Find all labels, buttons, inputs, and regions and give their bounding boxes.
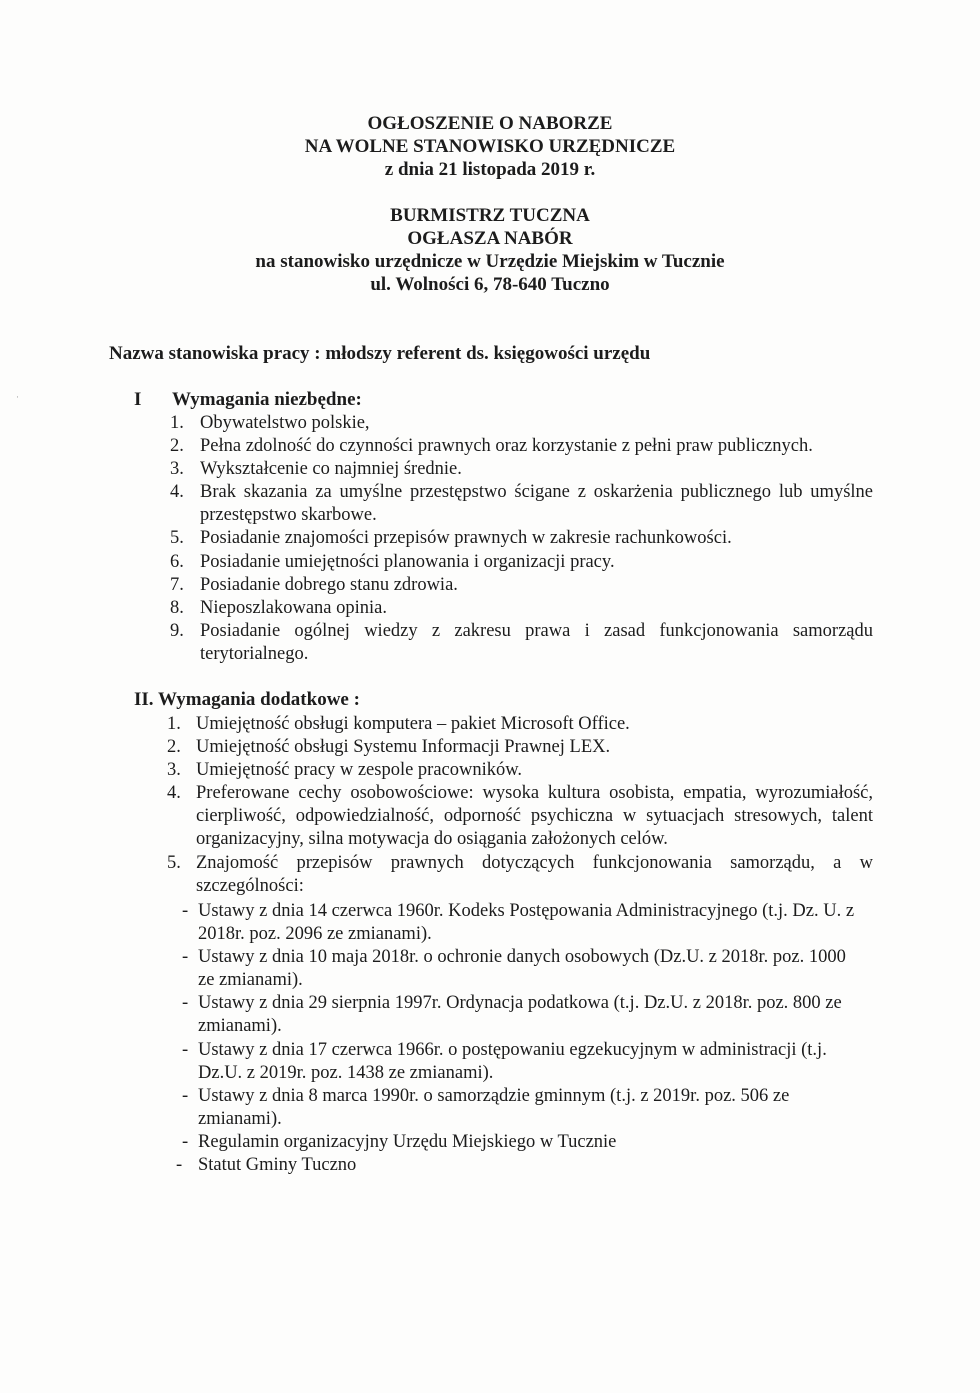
- list-item-number: 7.: [170, 574, 184, 595]
- section-2-title: II. Wymagania dodatkowe :: [134, 689, 360, 710]
- sub-list-dash: -: [182, 993, 189, 1014]
- list-item-text: Umiejętność pracy w zespole pracowników.: [196, 760, 523, 781]
- sub-list-item: [176, 900, 866, 946]
- list-item: [167, 759, 873, 782]
- heading-line-5: OGŁASZA NABÓR: [407, 228, 573, 249]
- sub-list-item: [176, 946, 866, 992]
- sub-list-text: Ustawy z dnia 17 czerwca 1966r. o postępowaniu egzekucyjnym w administracji (t.j. Dz.U. z 2019r. poz. 1438 ze zmianami).: [198, 1039, 827, 1083]
- announcement-heading: [0, 112, 980, 181]
- list-item-text: Posiadanie znajomości przepisów prawnych w zakresie rachunkowości.: [200, 528, 732, 549]
- list-item-text: Pełna zdolność do czynności prawnych oraz korzystanie z pełni praw publicznych.: [200, 436, 813, 457]
- list-item: [170, 435, 873, 458]
- list-item-text: Posiadanie umiejętności planowania i organizacji pracy.: [200, 551, 615, 572]
- list-item: [167, 782, 873, 851]
- list-item: [167, 736, 873, 759]
- list-item: [167, 852, 873, 898]
- sub-list-dash: -: [182, 1131, 189, 1152]
- sub-list-text: Ustawy z dnia 14 czerwca 1960r. Kodeks Postępowania Administracyjnego (t.j. Dz. U. z 2018r. poz. 2096 ze zmianami).: [198, 901, 855, 945]
- sub-list-dash: -: [182, 1085, 189, 1106]
- mayor-heading: [0, 204, 980, 296]
- list-item-text: Brak skazania za umyślne przestępstwo ścigane z oskarżenia publicznego lub umyślne przestępstwo skarbowe.: [200, 482, 873, 526]
- sub-list-text: Ustawy z dnia 10 maja 2018r. o ochronie danych osobowych (Dz.U. z 2018r. poz. 1000 ze zmianami).: [198, 947, 846, 991]
- list-item-number: 8.: [170, 597, 184, 618]
- list-item: [167, 713, 873, 736]
- list-item: [170, 551, 873, 574]
- list-item: [170, 527, 873, 550]
- list-item: [170, 620, 873, 666]
- list-item-number: 1.: [167, 714, 181, 734]
- list-item-number: 4.: [167, 783, 181, 804]
- sub-list-item: [176, 1039, 866, 1085]
- sub-list-text: Ustawy z dnia 29 sierpnia 1997r. Ordynacja podatkowa (t.j. Dz.U. z 2018r. poz. 800 ze zmianami).: [198, 993, 842, 1037]
- list-item-text: Umiejętność obsługi Systemu Informacji Prawnej LEX.: [196, 737, 611, 758]
- list-item-text: Obywatelstwo polskie,: [200, 413, 370, 433]
- list-item-text: Preferowane cechy osobowościowe: wysoka kultura osobista, empatia, wyrozumiałość, cierpliwość, odpowiedzialność, odporność psychiczna w sytuacjach stresowych, talent organizacyjny, silna motywacja do osiągania założonych celów.: [196, 783, 873, 850]
- list-item-text: Umiejętność obsługi komputera – pakiet Microsoft Office.: [196, 714, 630, 734]
- list-item-number: 9.: [170, 620, 184, 641]
- heading-line-4: BURMISTRZ TUCZNA: [390, 205, 590, 226]
- list-item-text: Posiadanie dobrego stanu zdrowia.: [200, 574, 458, 595]
- list-item: [170, 597, 873, 620]
- sub-list-dash: -: [182, 1039, 189, 1060]
- list-item-text: Wykształcenie co najmniej średnie.: [200, 459, 462, 480]
- sub-list-text: Statut Gminy Tuczno: [198, 1155, 357, 1176]
- list-item: [170, 481, 873, 527]
- list-item-number: 2.: [170, 436, 184, 457]
- list-item-number: 3.: [167, 760, 181, 781]
- list-item-number: 4.: [170, 482, 184, 503]
- sub-list-dash: -: [176, 1155, 183, 1176]
- section-1-title: Wymagania niezbędne:: [172, 389, 362, 410]
- list-item: [170, 412, 873, 435]
- sub-list-item: [176, 1085, 866, 1131]
- list-item: [170, 458, 873, 481]
- list-item-text: Posiadanie ogólnej wiedzy z zakresu prawa i zasad funkcjonowania samorządu terytorialnego.: [200, 620, 873, 664]
- list-item-number: 5.: [170, 528, 184, 549]
- list-item-text: Znajomość przepisów prawnych dotyczących funkcjonowania samorządu, a w szczególności:: [196, 852, 873, 896]
- sub-list-text: Ustawy z dnia 8 marca 1990r. o samorządzie gminnym (t.j. z 2019r. poz. 506 ze zmianami).: [198, 1085, 790, 1129]
- heading-line-6: na stanowisko urzędnicze w Urzędzie Miejskim w Tucznie: [255, 251, 725, 272]
- section-1-numeral: I: [134, 389, 142, 410]
- list-item: [170, 574, 873, 597]
- list-item-number: 2.: [167, 737, 181, 758]
- list-item-number: 5.: [167, 852, 181, 873]
- section-2-sub-list: [176, 900, 866, 1177]
- sub-list-text: Regulamin organizacyjny Urzędu Miejskiego w Tucznie: [198, 1131, 617, 1152]
- heading-line-7: ul. Wolności 6, 78-640 Tuczno: [370, 274, 610, 295]
- list-item-number: 3.: [170, 459, 184, 480]
- sub-list-item: [176, 992, 866, 1038]
- list-item-number: 1.: [170, 413, 184, 433]
- sub-list-item: [176, 1131, 866, 1154]
- heading-line-3: z dnia 21 listopada 2019 r.: [384, 159, 596, 180]
- heading-line-2: NA WOLNE STANOWISKO URZĘDNICZE: [304, 136, 676, 157]
- scan-speck: ·: [16, 392, 19, 402]
- heading-line-1: OGŁOSZENIE O NABORZE: [367, 113, 613, 134]
- sub-list-item: [176, 1154, 866, 1177]
- list-item-number: 6.: [170, 551, 184, 572]
- section-2-list: [167, 713, 873, 898]
- list-item-text: Nieposzlakowana opinia.: [200, 597, 387, 618]
- sub-list-dash: -: [182, 901, 189, 921]
- position-title: Nazwa stanowiska pracy : młodszy referent ds. księgowości urzędu: [109, 343, 651, 364]
- section-1-list: [170, 412, 873, 666]
- sub-list-dash: -: [182, 947, 189, 968]
